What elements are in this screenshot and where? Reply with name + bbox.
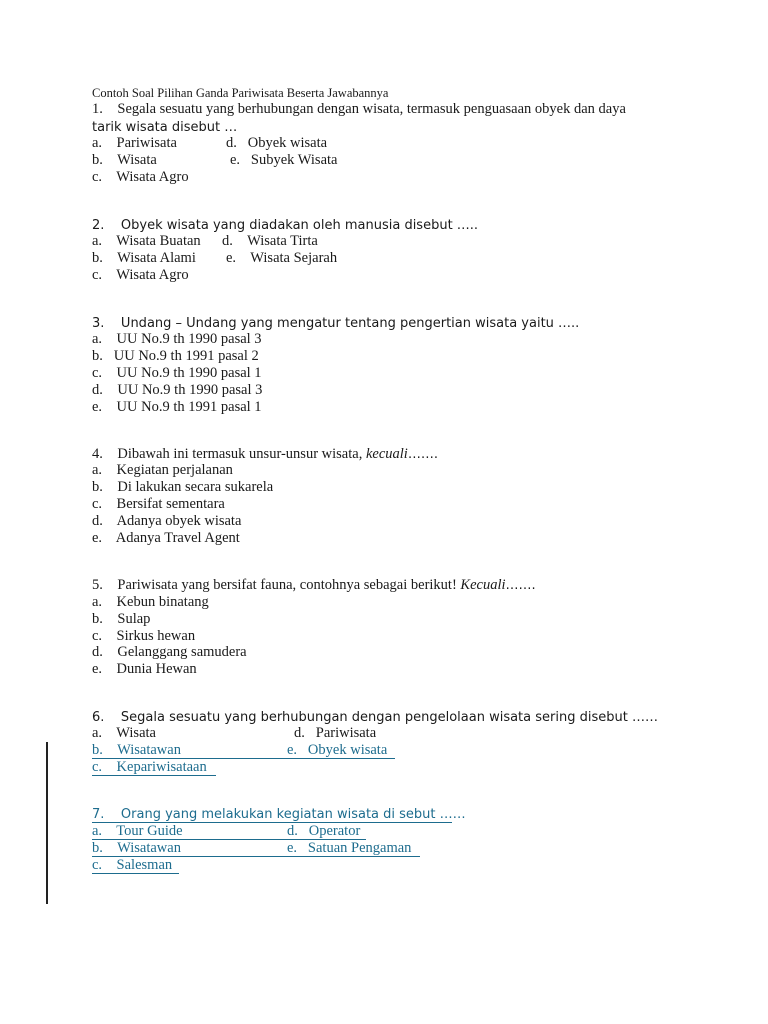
question-4-stem: 4. Dibawah ini termasuk unsur-unsur wisata, — [92, 446, 366, 462]
question-7-text: 7. Orang yang melakukan kegiatan wisata di sebut …… — [92, 807, 466, 822]
question-4-dots: ……. — [407, 447, 438, 462]
question-5-kecuali: Kecuali — [460, 577, 506, 593]
question-3-text: 3. Undang – Undang yang mengatur tentang pengertian wisata yaitu ….. — [92, 316, 580, 331]
q7-row-c-underline — [92, 873, 179, 874]
question-4-text — [92, 446, 438, 463]
q5-option-a: a. Kebun binatang — [92, 594, 209, 610]
q3-option-b: b. UU No.9 th 1991 pasal 2 — [92, 348, 259, 364]
q7-option-d: d. Operator — [287, 823, 361, 839]
document-title: Contoh Soal Pilihan Ganda Pariwisata Beserta Jawabannya — [92, 86, 389, 100]
q7-option-b: b. Wisatawan — [92, 840, 181, 856]
q1-option-a: a. Pariwisata — [92, 135, 177, 151]
q1-option-b: b. Wisata — [92, 152, 157, 168]
q5-option-b: b. Sulap — [92, 611, 151, 627]
q6-option-e: e. Obyek wisata — [287, 742, 388, 758]
question-5-dots: ……. — [505, 578, 536, 593]
q6-row-c-underline — [92, 775, 216, 776]
q3-option-d: d. UU No.9 th 1990 pasal 3 — [92, 382, 263, 398]
revision-margin-bar — [46, 742, 48, 904]
q6-option-c: c. Kepariwisataan — [92, 759, 207, 775]
question-5-stem: 5. Pariwisata yang bersifat fauna, contohnya sebagai berikut! — [92, 577, 461, 593]
q2-option-e: e. Wisata Sejarah — [226, 250, 338, 266]
q1-option-c: c. Wisata Agro — [92, 169, 189, 185]
q2-option-b: b. Wisata Alami — [92, 250, 196, 266]
question-2-text: 2. Obyek wisata yang diadakan oleh manusia disebut ….. — [92, 218, 479, 233]
q4-option-b: b. Di lakukan secara sukarela — [92, 479, 274, 495]
q5-option-e: e. Dunia Hewan — [92, 661, 197, 677]
q6-option-b: b. Wisatawan — [92, 742, 181, 758]
q3-option-c: c. UU No.9 th 1990 pasal 1 — [92, 365, 262, 381]
q5-option-d: d. Gelanggang samudera — [92, 644, 247, 660]
q4-option-e: e. Adanya Travel Agent — [92, 530, 240, 546]
q4-option-c: c. Bersifat sementara — [92, 496, 225, 512]
q2-option-d: d. Wisata Tirta — [222, 233, 318, 249]
question-1-text: 1. Segala sesuatu yang berhubungan dengan wisata, termasuk penguasaan obyek dan daya — [92, 101, 626, 117]
q4-option-d: d. Adanya obyek wisata — [92, 513, 242, 529]
q6-option-a: a. Wisata — [92, 725, 156, 741]
q3-option-e: e. UU No.9 th 1991 pasal 1 — [92, 399, 262, 415]
question-1-text-cont: tarik wisata disebut … — [92, 120, 238, 135]
q2-option-c: c. Wisata Agro — [92, 267, 189, 283]
question-5-text — [92, 577, 536, 594]
q2-option-a: a. Wisata Buatan — [92, 233, 201, 249]
q7-option-a: a. Tour Guide — [92, 823, 183, 839]
q6-option-d: d. Pariwisata — [294, 725, 377, 741]
question-4-kecuali: kecuali — [365, 446, 408, 462]
q7-option-c: c. Salesman — [92, 857, 173, 873]
q4-option-a: a. Kegiatan perjalanan — [92, 462, 233, 478]
question-6-text: 6. Segala sesuatu yang berhubungan dengan pengelolaan wisata sering disebut …… — [92, 710, 658, 725]
q1-option-d: d. Obyek wisata — [226, 135, 328, 151]
q3-option-a: a. UU No.9 th 1990 pasal 3 — [92, 331, 262, 347]
q1-option-e: e. Subyek Wisata — [230, 152, 338, 168]
q7-option-e: e. Satuan Pengaman — [287, 840, 412, 856]
q5-option-c: c. Sirkus hewan — [92, 628, 196, 644]
